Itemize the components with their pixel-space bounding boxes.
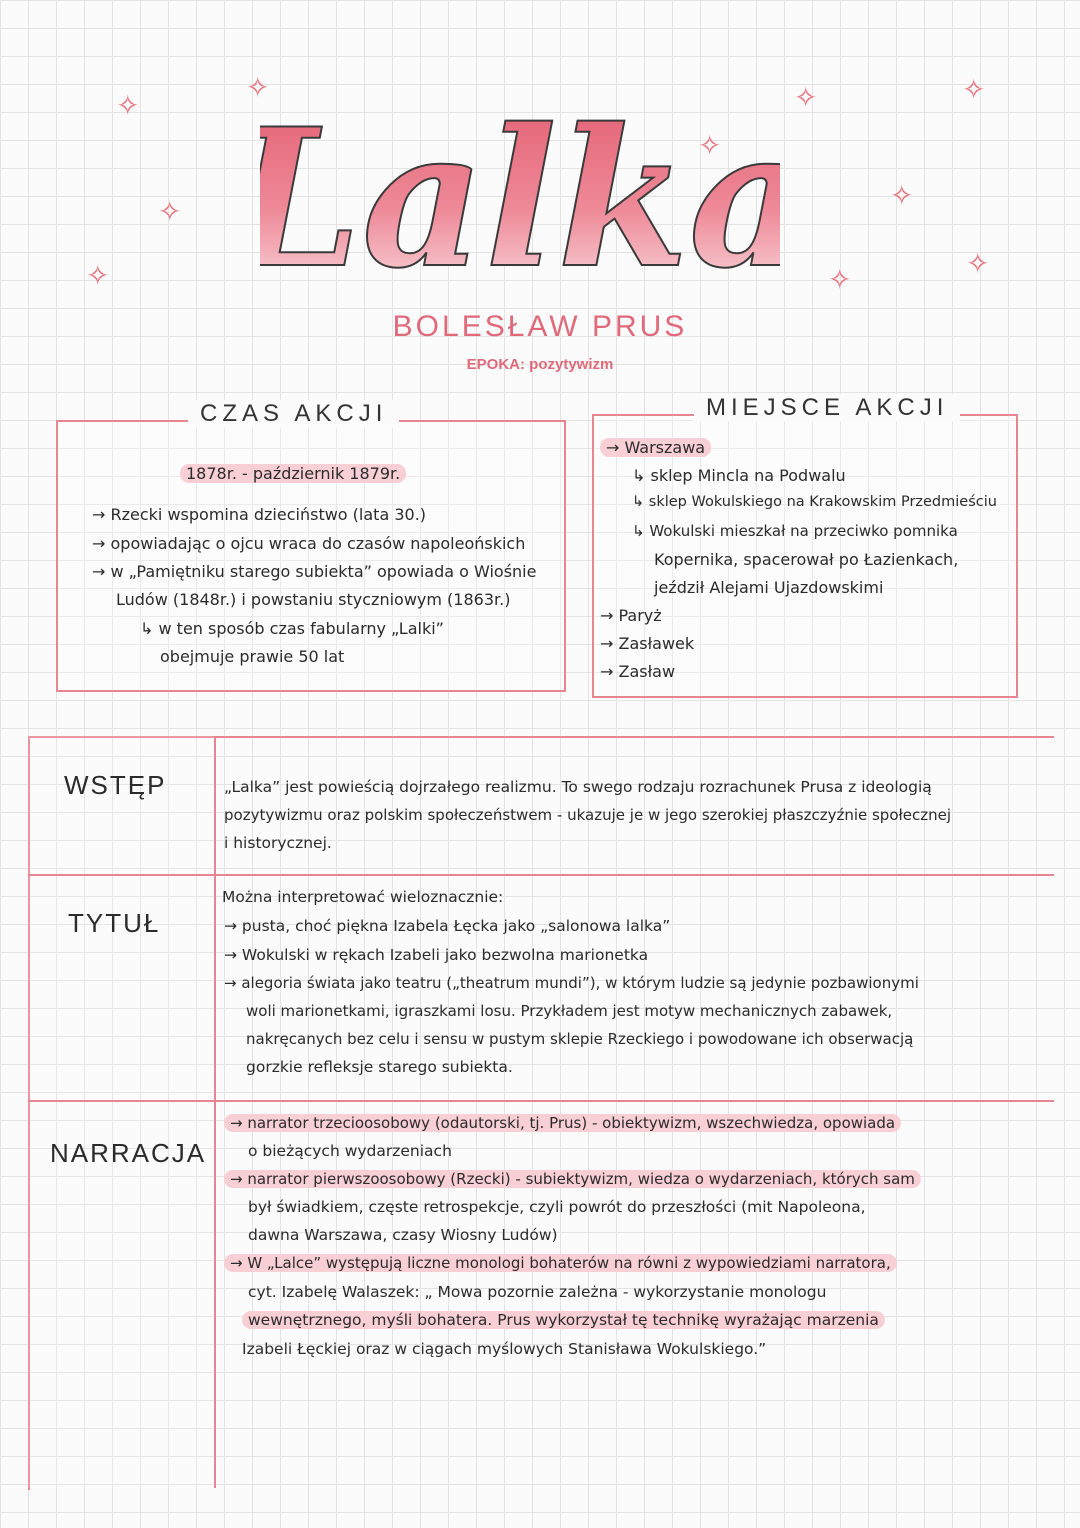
star-icon: ✧	[86, 259, 110, 292]
section-label-wstep: WSTĘP	[64, 770, 167, 800]
star-icon: ✧	[962, 73, 986, 106]
list-item: jeździł Alejami Ujazdowskimi	[654, 578, 884, 597]
text-line: → narrator pierwszoosobowy (Rzecki) - subiektywizm, wiedza o wydarzeniach, których sam	[224, 1170, 921, 1188]
text-line: → Wokulski w rękach Izabeli jako bezwolna marionetka	[224, 946, 649, 964]
text-line: → W „Lalce” występują liczne monologi bohaterów na równi z wypowiedziami narratora,	[224, 1254, 897, 1272]
date-range: 1878r. - październik 1879r.	[180, 464, 406, 483]
text-line: pozytywizmu oraz polskim społeczeństwem - ukazuje je w jego szerokiej płaszczyźnie społecznej	[224, 806, 952, 824]
text-line: nakręcanych bez celu i sensu w pustym sklepie Rzeckiego i powodowane ich obserwacją	[246, 1030, 914, 1048]
title-lettering	[260, 60, 780, 310]
text-line: cyt. Izabelę Walaszek: „ Mowa pozornie zależna - wykorzystanie monologu	[248, 1283, 827, 1301]
list-item: → Rzecki wspomina dzieciństwo (lata 30.)	[92, 505, 427, 524]
list-item: Ludów (1848r.) i powstaniu styczniowym (1863r.)	[116, 590, 511, 609]
text-line: woli marionetkami, igraszkami losu. Przykładem jest motyw mechanicznych zabawek,	[246, 1002, 893, 1020]
text-line: wewnętrznego, myśli bohatera. Prus wykorzystał tę technikę wyrażając marzenia	[242, 1311, 885, 1329]
list-item: → Zasławek	[600, 634, 695, 653]
list-item: ↳ sklep Mincla na Podwalu	[632, 466, 846, 485]
star-icon: ✧	[966, 247, 990, 280]
row-divider	[28, 1100, 1054, 1102]
time-of-action-title: CZAS AKCJI	[188, 400, 399, 428]
list-item: obejmuje prawie 50 lat	[160, 647, 345, 666]
text-line: i historycznej.	[224, 834, 332, 852]
label-column	[28, 736, 216, 1488]
row-divider	[28, 874, 1054, 876]
list-item: ↳ sklep Wokulskiego na Krakowskim Przedmieściu	[632, 494, 997, 510]
text-line: dawna Warszawa, czasy Wiosny Ludów)	[248, 1226, 558, 1244]
text-line: Izabeli Łęckiej oraz w ciągach myślowych Stanisława Wokulskiego.”	[242, 1340, 767, 1358]
text-line: → pusta, choć piękna Izabela Łęcka jako „salonowa lalka”	[224, 917, 671, 935]
list-item: → Zasław	[600, 662, 676, 681]
epoch-label: EPOKA: pozytywizm	[466, 356, 614, 373]
list-item: → opowiadając o ojcu wraca do czasów napoleońskich	[92, 534, 526, 553]
title-text: alka	[361, 87, 780, 310]
text-line: gorzkie refleksje starego subiekta.	[246, 1058, 513, 1076]
list-item: → w „Pamiętniku starego subiekta” opowiada o Wiośnie	[92, 562, 537, 581]
text-line: Można interpretować wieloznacznie:	[222, 888, 504, 906]
star-icon: ✧	[794, 81, 818, 114]
section-label-tytul: TYTUŁ	[68, 908, 161, 938]
star-icon: ✧	[698, 129, 722, 162]
list-item: → Paryż	[600, 606, 662, 625]
text-line: → alegoria świata jako teatru („theatrum mundi”), w którym ludzie są jedynie pozbawionymi	[224, 974, 919, 992]
section-label-narracja: NARRACJA	[50, 1138, 207, 1168]
list-item: ↳ w ten sposób czas fabularny „Lalki”	[140, 619, 444, 638]
text-line: o bieżących wydarzeniach	[248, 1142, 452, 1160]
author-name: BOLESŁAW PRUS	[392, 310, 688, 343]
star-icon: ✧	[890, 179, 914, 212]
page-title	[260, 60, 780, 310]
text-line: „Lalka” jest powieścią dojrzałego realizmu. To swego rodzaju rozrachunek Prusa z ideologią	[224, 778, 932, 796]
list-item: Kopernika, spacerował po Łazienkach,	[654, 550, 959, 569]
star-icon: ✧	[116, 89, 140, 122]
star-icon: ✧	[828, 263, 852, 296]
place-of-action-title: MIEJSCE AKCJI	[694, 394, 960, 422]
text-line: był świadkiem, częste retrospekcje, czyli powrót do przeszłości (mit Napoleona,	[248, 1198, 866, 1216]
star-icon: ✧	[158, 195, 182, 228]
text-line: → narrator trzecioosobowy (odautorski, tj. Prus) - obiektywizm, wszechwiedza, opowiada	[224, 1114, 901, 1132]
star-icon: ✧	[246, 71, 270, 104]
list-item: ↳ Wokulski mieszkał na przeciwko pomnika	[632, 522, 958, 540]
list-item: → Warszawa	[600, 438, 711, 457]
